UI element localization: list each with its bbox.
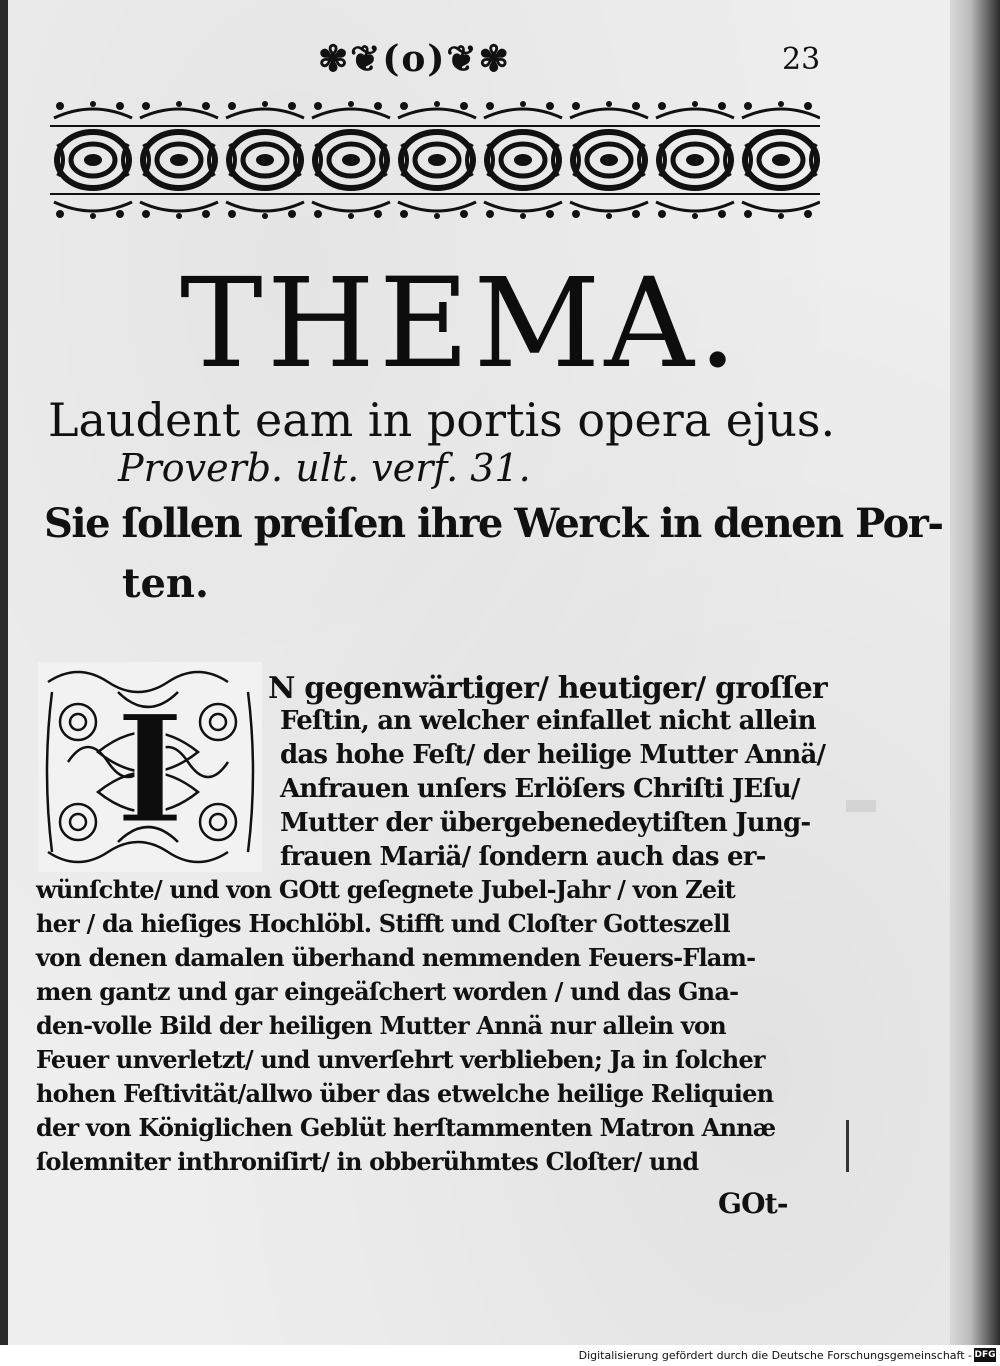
latin-verse: Laudent eam in portis opera ejus. — [48, 393, 836, 447]
dfg-logo: DFG — [974, 1350, 996, 1360]
body-line: von denen damalen überhand nemmenden Feuers-Flam- — [36, 943, 756, 972]
body-line: men gantz und gar eingeäſchert worden / und das Gna- — [36, 977, 739, 1006]
body-line: der von Königlichen Geblüt herſtammenten Matron Annæ — [36, 1113, 776, 1142]
top-ornament-catchword — [318, 38, 511, 80]
body-line: das hohe Feſt/ der heilige Mutter Annä/ — [280, 740, 826, 770]
printer-ornament-band — [50, 96, 820, 224]
body-line: hohen Feſtivität/allwo über das etwelche heilige Reliquien — [36, 1079, 774, 1108]
top-ornament-left-icon: ✾❦ — [318, 38, 383, 80]
body-line: Mutter der übergebenedeytiſten Jung- — [280, 808, 811, 838]
body-line: ſolemniter inthroniſirt/ in obberühmtes Cloſter/ und — [36, 1147, 699, 1176]
decorated-initial — [38, 662, 262, 872]
top-ornament-right-icon: ❦✾ — [446, 38, 511, 80]
body-line: her / da hieſiges Hochlöbl. Stifft und Cloſter Gotteszell — [36, 909, 730, 938]
margin-mark — [846, 1120, 849, 1172]
body-line: Anfrauen unſers Erlöſers Chriſti JEſu/ — [280, 774, 800, 804]
digitization-credit: Digitalisierung gefördert durch die Deutsche Forschungsgemeinschaft - — [578, 1349, 972, 1362]
body-line: wünſchte/ und von GOtt geſegnete Jubel-Jahr / von Zeit — [36, 875, 735, 904]
german-verse-line-2: ten. — [122, 560, 209, 607]
drop-cap-letter: I — [114, 682, 186, 858]
body-line: N gegenwärtiger/ heutiger/ groſſer — [268, 671, 827, 706]
top-catchword: (o) — [382, 38, 447, 80]
page-number: 23 — [782, 42, 821, 77]
body-line: den-volle Bild der heiligen Mutter Annä nur allein von — [36, 1011, 726, 1040]
body-line: frauen Mariä/ ſondern auch das er- — [280, 842, 766, 872]
german-verse-line-1: Sie ſollen preiſen ihre Werck in denen Por- — [44, 500, 943, 547]
body-line: Feſtin, an welcher einfallet nicht allein — [280, 706, 816, 736]
page-edge-shadow — [950, 0, 1000, 1345]
body-line: Feuer unverletzt/ und unverſehrt verblieben; Ja in ſolcher — [36, 1045, 765, 1074]
catchword-bottom: GOt- — [718, 1187, 788, 1220]
verse-reference: Proverb. ult. verf. 31. — [118, 446, 531, 490]
thema-title: THEMA. — [180, 252, 742, 396]
margin-smudge — [846, 800, 876, 812]
